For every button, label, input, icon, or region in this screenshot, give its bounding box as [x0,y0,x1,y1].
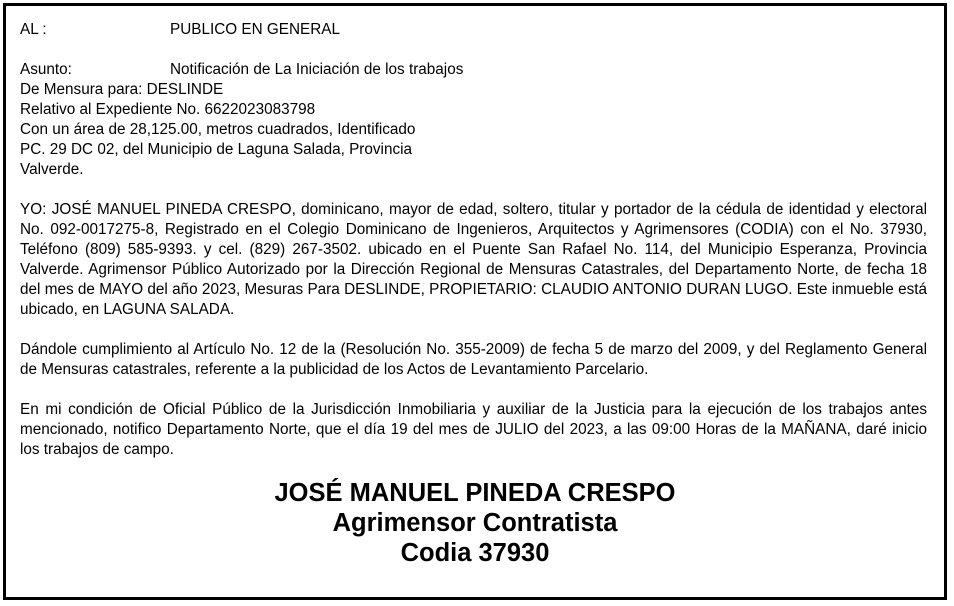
parcel-line: PC. 29 DC 02, del Municipio de Laguna Salada, Provincia [20,141,413,158]
survey-type-line: De Mensura para: DESLINDE [20,81,224,98]
to-value: PUBLICO EN GENERAL [170,21,341,38]
subject-value: Notificación de La Iniciación de los trabajos [170,61,464,78]
to-row [20,20,927,40]
area-line: Con un área de 28,125.00, metros cuadrados, Identificado [20,121,416,138]
signer-title: Agrimensor Contratista [332,509,618,537]
signature-block [3,478,947,568]
spacer [20,180,927,200]
signer-name: JOSÉ MANUEL PINEDA CRESPO [274,479,676,507]
compliance-paragraph: Dándole cumplimiento al Artículo No. 12 de la (Resolución No. 355-2009) de fecha 5 de marzo del 2009, y del Reglamento General de Mensuras catastrales, referente a la publicidad de los Actos de Levantamiento Parcelario. [20,341,927,378]
declaration-paragraph: YO: JOSÉ MANUEL PINEDA CRESPO, dominicano, mayor de edad, soltero, titular y portador de la cédula de identidad y electoral No. 092-0017275-8, Registrado en el Colegio Dominicano de Ingenieros, Arquitectos y Agrimensores (CODIA) con el No. 37930, Teléfono (809) 585-9393. y cel. (829) 267-3502. ubicado en el Puente San Rafael No. 114, del Municipio Esperanza, Provincia Valverde. Agrimensor Público Autorizado por la Dirección Regional de Mensuras Catastrales, del Departamento Norte, de fecha 18 del mes de MAYO del año 2023, Mesuras Para DESLINDE, PROPIETARIO: CLAUDIO ANTONIO DURAN LUGO. Este inmueble está ubicado, en LAGUNA SALADA. [20,201,927,318]
spacer [20,320,927,340]
spacer [20,40,927,60]
subject-row [20,60,927,80]
notice-content [20,20,927,460]
to-label: AL : [20,21,47,38]
signer-codia: Codia 37930 [400,539,550,567]
file-number-line: Relativo al Expediente No. 6622023083798 [20,101,316,118]
spacer [20,380,927,400]
province-line: Valverde. [20,161,84,178]
notification-paragraph: En mi condición de Oficial Público de la Jurisdicción Inmobiliaria y auxiliar de la Justicia para la ejecución de los trabajos antes mencionado, notifico Departamento Norte, que el día 19 del mes de JULIO del 2023, a las 09:00 Horas de la MAÑANA, daré inicio los trabajos de campo. [20,401,927,458]
subject-label: Asunto: [20,61,72,78]
